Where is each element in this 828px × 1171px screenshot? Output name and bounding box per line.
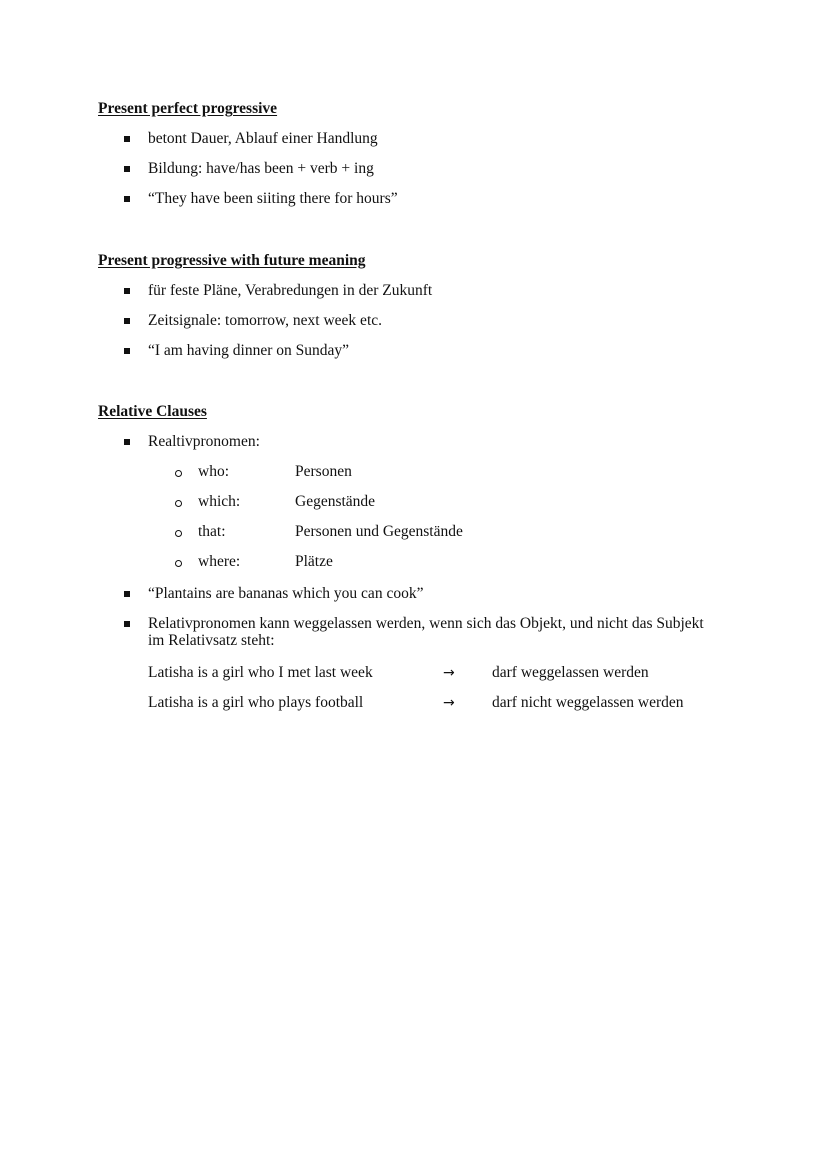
- section-heading-present-progressive-future: Present progressive with future meaning: [98, 252, 366, 269]
- list-item: Bildung: have/has been + verb + ing: [148, 160, 374, 177]
- example-result: darf nicht weggelassen werden: [492, 694, 684, 711]
- list-item-relativpronomen: Realtivpronomen:: [148, 433, 260, 450]
- bullet-circle-icon: [175, 560, 182, 567]
- bullet-circle-icon: [175, 470, 182, 477]
- example-result: darf weggelassen werden: [492, 664, 649, 681]
- right-arrow-icon: →: [443, 665, 455, 681]
- pronoun-term: that:: [198, 523, 226, 540]
- list-item: Zeitsignale: tomorrow, next week etc.: [148, 312, 382, 329]
- bullet-square-icon: [124, 166, 130, 172]
- bullet-square-icon: [124, 288, 130, 294]
- bullet-square-icon: [124, 621, 130, 627]
- pronoun-meaning: Plätze: [295, 553, 333, 570]
- bullet-square-icon: [124, 318, 130, 324]
- bullet-circle-icon: [175, 530, 182, 537]
- pronoun-term: who:: [198, 463, 229, 480]
- section-heading-relative-clauses: Relative Clauses: [98, 403, 207, 420]
- list-item: betont Dauer, Ablauf einer Handlung: [148, 130, 378, 147]
- pronoun-meaning: Personen: [295, 463, 352, 480]
- right-arrow-icon: →: [443, 695, 455, 711]
- pronoun-term: which:: [198, 493, 241, 510]
- section-heading-present-perfect-progressive: Present perfect progressive: [98, 100, 278, 117]
- example-sentence: Latisha is a girl who plays football: [148, 694, 364, 711]
- bullet-circle-icon: [175, 500, 182, 507]
- pronoun-meaning: Gegenstände: [295, 493, 376, 510]
- list-item-rule: Relativpronomen kann weggelassen werden, wenn sich das Objekt, und nicht das Subjekt im Relativsatz steht:: [148, 615, 704, 649]
- example-sentence: Latisha is a girl who I met last week: [148, 664, 373, 681]
- bullet-square-icon: [124, 136, 130, 142]
- list-item: “They have been siiting there for hours”: [148, 190, 398, 207]
- pronoun-term: where:: [198, 553, 241, 570]
- pronoun-meaning: Personen und Gegenstände: [295, 523, 463, 540]
- list-item: “I am having dinner on Sunday”: [148, 342, 350, 359]
- bullet-square-icon: [124, 196, 130, 202]
- bullet-square-icon: [124, 348, 130, 354]
- bullet-square-icon: [124, 439, 130, 445]
- list-item: für feste Pläne, Verabredungen in der Zukunft: [148, 282, 433, 299]
- bullet-square-icon: [124, 591, 130, 597]
- list-item-example: “Plantains are bananas which you can cook”: [148, 585, 424, 602]
